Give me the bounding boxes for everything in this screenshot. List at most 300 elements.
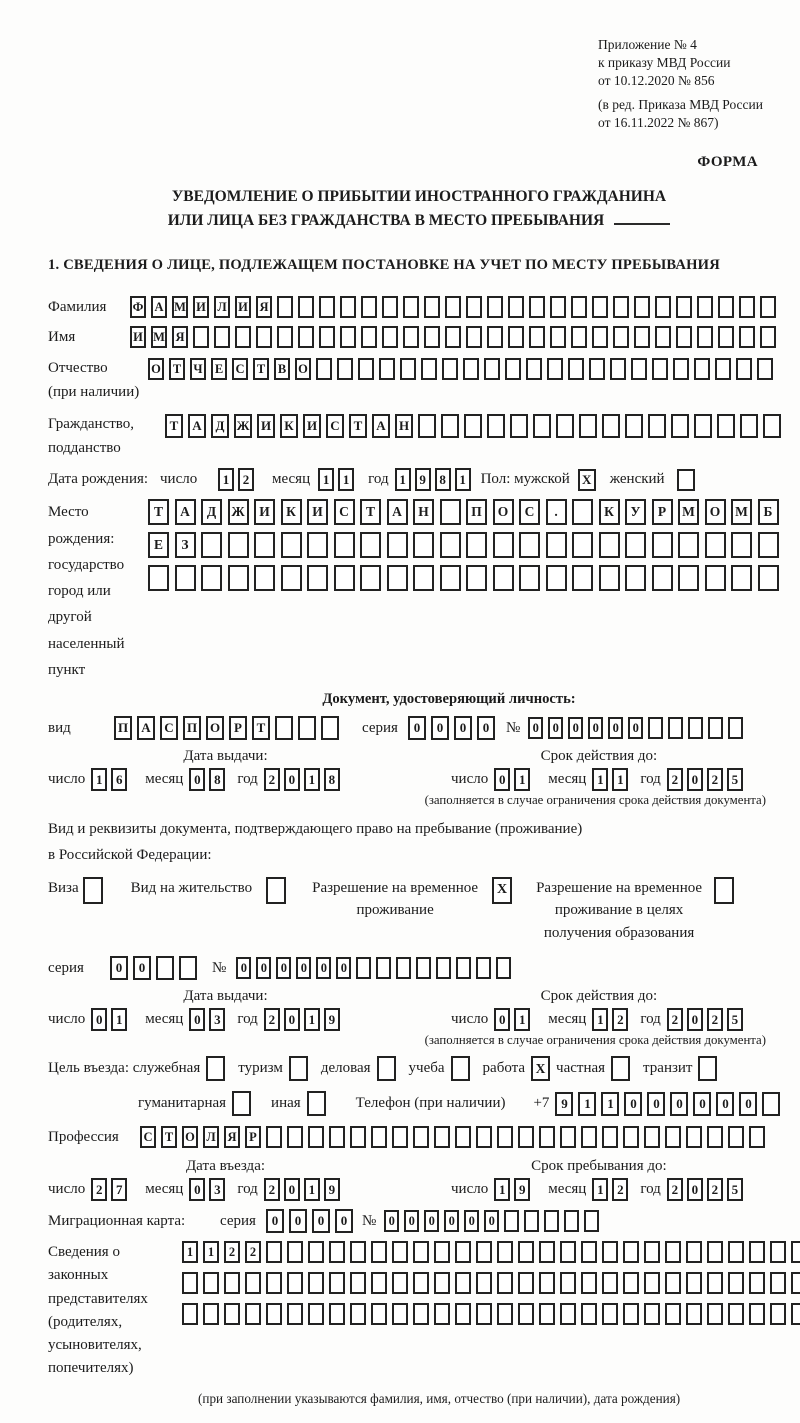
form-cell: 2 <box>707 1178 723 1201</box>
form-cell: 1 <box>218 468 234 491</box>
purpose-study-label: учеба <box>408 1060 445 1077</box>
form-cell <box>686 1126 702 1148</box>
form-cell: У <box>625 499 646 525</box>
form-cell <box>686 1241 702 1263</box>
form-cell <box>392 1241 408 1263</box>
form-cell <box>678 532 699 558</box>
permit-series-cells <box>110 956 202 980</box>
form-cell <box>592 296 608 318</box>
form-cell <box>602 1272 618 1294</box>
section1-heading: 1. СВЕДЕНИЯ О ЛИЦЕ, ПОДЛЕЖАЩЕМ ПОСТАНОВКЕ НА УЧЕТ ПО МЕСТУ ПРЕБЫВАНИЯ <box>48 257 720 274</box>
purpose-private-label: частная <box>556 1060 606 1077</box>
form-cell <box>441 414 459 438</box>
form-cell <box>564 1210 579 1232</box>
form-cell <box>455 1272 471 1294</box>
form-cell: 0 <box>133 956 151 980</box>
form-cell: О <box>206 716 224 740</box>
form-cell: Е <box>211 358 227 380</box>
form-cell: Ж <box>228 499 249 525</box>
permit-expiry-date-block <box>451 988 747 1031</box>
residence-permit-label: Вид на жительство <box>130 879 253 896</box>
form-cell <box>749 1272 765 1294</box>
form-cell <box>228 532 249 558</box>
form-cell: И <box>235 296 251 318</box>
form-cell <box>376 957 391 979</box>
form-cell: 2 <box>245 1241 261 1263</box>
temp-residence-option <box>312 877 512 922</box>
number-label: № <box>212 959 227 976</box>
form-label: ФОРМА <box>697 154 758 171</box>
form-cell <box>718 326 734 348</box>
id-doc-heading: Документ, удостоверяющий личность: <box>322 691 576 708</box>
form-cell <box>518 1126 534 1148</box>
form-cell: 0 <box>266 1209 284 1233</box>
form-cell: 0 <box>189 768 205 791</box>
form-cell: 0 <box>284 768 300 791</box>
form-cell: С <box>519 499 540 525</box>
form-cell <box>539 1126 555 1148</box>
form-cell <box>533 414 551 438</box>
form-cell: 2 <box>264 1178 280 1201</box>
temp-residence-edu-label-line: проживание в целях <box>554 902 684 919</box>
ref-line: к приказу МВД России <box>598 55 731 71</box>
form-cell <box>770 1241 786 1263</box>
representatives-cells-line1 <box>182 1241 800 1263</box>
form-cell <box>707 1126 723 1148</box>
form-cell <box>340 326 356 348</box>
form-cell <box>665 1272 681 1294</box>
form-cell <box>466 532 487 558</box>
form-cell: 0 <box>693 1092 711 1116</box>
sex-male-label: Пол: мужской <box>480 471 570 488</box>
form-cell <box>464 414 482 438</box>
form-title-line2: ИЛИ ЛИЦА БЕЗ ГРАЖДАНСТВА В МЕСТО ПРЕБЫВАНИЯ <box>48 209 790 233</box>
form-cell <box>356 957 371 979</box>
form-cell <box>463 358 479 380</box>
form-cell <box>739 326 755 348</box>
id-expiry-date-block <box>451 748 747 791</box>
temp-residence-edu-label-line: Разрешение на временное <box>536 879 703 896</box>
temp-residence-edu-checkbox <box>714 877 734 904</box>
form-cell: С <box>232 358 248 380</box>
purpose-row-2 <box>138 1091 790 1116</box>
form-cell: А <box>151 296 167 318</box>
year-label: год <box>640 1181 661 1198</box>
form-cell: Ч <box>190 358 206 380</box>
form-cell: 0 <box>189 1178 205 1201</box>
permit-number-cells <box>236 957 516 979</box>
form-cell <box>625 565 646 591</box>
form-cell: 1 <box>395 468 411 491</box>
form-cell <box>547 358 563 380</box>
form-cell <box>382 326 398 348</box>
form-cell: 0 <box>647 1092 665 1116</box>
form-cell <box>308 1126 324 1148</box>
entry-date-line <box>48 1178 403 1201</box>
phone-cells <box>555 1092 785 1116</box>
form-cell <box>510 414 528 438</box>
form-cell: Н <box>413 499 434 525</box>
form-cell <box>731 532 752 558</box>
form-cell: 0 <box>335 1209 353 1233</box>
purpose-other-checkbox <box>307 1091 326 1116</box>
form-cell <box>476 1126 492 1148</box>
form-cell <box>298 326 314 348</box>
form-cell <box>156 956 174 980</box>
form-cell <box>413 565 434 591</box>
year-label: год <box>368 471 389 488</box>
purpose-humanitarian-label: гуманитарная <box>138 1095 227 1112</box>
form-cell: 0 <box>256 957 271 979</box>
form-cell: 0 <box>284 1008 300 1031</box>
form-cell: Ж <box>234 414 252 438</box>
form-cell <box>519 532 540 558</box>
form-cell: 0 <box>477 716 495 740</box>
form-cell <box>625 414 643 438</box>
form-cell <box>539 1303 555 1325</box>
form-cell <box>644 1241 660 1263</box>
migration-number-cells <box>384 1210 604 1232</box>
form-cell: Т <box>148 499 169 525</box>
form-cell <box>708 717 723 739</box>
form-cell: 0 <box>687 1008 703 1031</box>
form-cell <box>610 358 626 380</box>
form-cell: З <box>175 532 196 558</box>
form-cell: И <box>257 414 275 438</box>
form-cell: Л <box>203 1126 219 1148</box>
valid-until-label: Срок действия до: <box>540 748 658 765</box>
form-cell <box>568 358 584 380</box>
id-number-cells <box>528 717 748 739</box>
form-cell <box>434 1272 450 1294</box>
id-series-cells <box>408 716 500 740</box>
form-cell <box>652 358 668 380</box>
form-cell <box>584 1210 599 1232</box>
sex-female-checkbox <box>677 469 695 491</box>
entry-month-cells <box>189 1178 229 1201</box>
form-cell <box>762 1092 780 1116</box>
form-cell <box>613 296 629 318</box>
patronymic-row <box>48 356 790 404</box>
purpose-tourism-label: туризм <box>238 1060 283 1077</box>
form-cell: 2 <box>707 768 723 791</box>
form-cell <box>193 326 209 348</box>
form-cell: 2 <box>667 1178 683 1201</box>
form-cell: 1 <box>203 1241 219 1263</box>
permit-issue-day-cells <box>91 1008 131 1031</box>
form-cell <box>434 1241 450 1263</box>
form-cell <box>697 296 713 318</box>
form-cell <box>505 358 521 380</box>
form-cell: Т <box>252 716 270 740</box>
permit-expiry-day-cells <box>494 1008 534 1031</box>
form-cell <box>546 532 567 558</box>
representatives-label-line: усыновителях, <box>48 1337 142 1354</box>
form-cell: . <box>546 499 567 525</box>
form-cell: Р <box>229 716 247 740</box>
form-cell: 0 <box>628 717 643 739</box>
form-cell <box>602 1126 618 1148</box>
form-cell <box>224 1272 240 1294</box>
representatives-label-line: Сведения о <box>48 1244 120 1261</box>
citizenship-label <box>48 412 165 460</box>
form-cell: 2 <box>667 1008 683 1031</box>
form-cell <box>539 1241 555 1263</box>
form-cell <box>634 326 650 348</box>
permit-doc-line1: Вид и реквизиты документа, подтверждающего право на пребывание (проживание) <box>48 821 583 838</box>
birth-place-cells-line2 <box>148 532 784 558</box>
citizenship-label-line: Гражданство, <box>48 416 135 433</box>
form-cell <box>445 326 461 348</box>
form-cell: 0 <box>568 717 583 739</box>
form-cell: А <box>387 499 408 525</box>
form-title-line1: УВЕДОМЛЕНИЕ О ПРИБЫТИИ ИНОСТРАННОГО ГРАЖДАНИНА <box>171 188 667 206</box>
form-cell: 0 <box>494 1008 510 1031</box>
form-cell <box>678 565 699 591</box>
citizenship-label-line: подданство <box>48 440 121 457</box>
form-cell <box>387 565 408 591</box>
form-cell: 1 <box>514 768 530 791</box>
form-cell: 2 <box>612 1178 628 1201</box>
form-cell <box>201 532 222 558</box>
form-cell: Т <box>161 1126 177 1148</box>
form-cell <box>245 1272 261 1294</box>
form-cell <box>686 1303 702 1325</box>
patronymic-note: (при наличии) <box>48 384 140 401</box>
form-cell <box>319 296 335 318</box>
form-cell <box>731 565 752 591</box>
form-cell <box>416 957 431 979</box>
form-cell <box>466 296 482 318</box>
birth-day-cells <box>218 468 258 491</box>
form-cell: 1 <box>578 1092 596 1116</box>
form-cell <box>476 1303 492 1325</box>
issue-date-label: Дата выдачи: <box>183 988 268 1005</box>
series-label: серия <box>362 719 398 736</box>
form-cell <box>308 1241 324 1263</box>
form-cell <box>413 1303 429 1325</box>
phone-prefix: +7 <box>533 1095 550 1112</box>
form-cell: 9 <box>555 1092 573 1116</box>
series-label: серия <box>48 959 84 976</box>
form-cell <box>602 1303 618 1325</box>
form-cell <box>436 957 451 979</box>
form-cell <box>648 717 663 739</box>
form-cell: 1 <box>494 1178 510 1201</box>
form-cell <box>203 1272 219 1294</box>
form-cell <box>455 1241 471 1263</box>
form-cell: А <box>188 414 206 438</box>
migration-card-label: Миграционная карта: <box>48 1212 186 1229</box>
given-name-label: Имя <box>48 328 76 345</box>
form-cell: 8 <box>324 768 340 791</box>
form-cell <box>287 1241 303 1263</box>
form-cell: О <box>182 1126 198 1148</box>
form-cell: 5 <box>727 1178 743 1201</box>
form-cell: 1 <box>304 1008 320 1031</box>
doc-type-cells <box>114 716 344 740</box>
form-cell: А <box>372 414 390 438</box>
form-cell: Т <box>349 414 367 438</box>
form-cell: И <box>303 414 321 438</box>
month-label: месяц <box>145 771 184 788</box>
form-cell <box>648 414 666 438</box>
given-name-row <box>48 326 790 348</box>
form-cell <box>476 1241 492 1263</box>
form-cell <box>526 358 542 380</box>
day-label: число <box>451 1011 489 1028</box>
id-issue-month-cells <box>189 768 229 791</box>
form-cell: 9 <box>324 1178 340 1201</box>
purpose-row <box>48 1056 790 1081</box>
form-cell: 0 <box>739 1092 757 1116</box>
form-cell <box>442 358 458 380</box>
form-cell: 0 <box>424 1210 439 1232</box>
form-cell <box>519 565 540 591</box>
month-label: месяц <box>548 771 587 788</box>
form-cell: Т <box>253 358 269 380</box>
form-cell <box>572 565 593 591</box>
form-cell <box>791 1241 800 1263</box>
form-cell <box>316 358 332 380</box>
representatives-note: (при заполнении указываются фамилия, имя, отчество (при наличии), дата рождения) <box>198 1390 681 1406</box>
form-cell <box>631 358 647 380</box>
form-cell <box>340 296 356 318</box>
form-cell <box>182 1303 198 1325</box>
form-cell <box>379 358 395 380</box>
form-cell: 0 <box>494 768 510 791</box>
permit-series-row <box>48 956 790 980</box>
temp-residence-edu-label <box>536 877 702 945</box>
form-cell <box>602 1241 618 1263</box>
form-cell: К <box>281 499 302 525</box>
form-cell <box>360 565 381 591</box>
form-cell <box>440 499 461 525</box>
representatives-label-line: попечителях) <box>48 1360 134 1377</box>
form-cell <box>329 1241 345 1263</box>
entry-date-label: Дата въезда: <box>185 1158 266 1175</box>
form-cell <box>665 1241 681 1263</box>
form-cell: М <box>731 499 752 525</box>
form-cell: 1 <box>601 1092 619 1116</box>
form-cell <box>571 326 587 348</box>
form-cell <box>572 499 593 525</box>
permit-doc-line2: в Российской Федерации: <box>48 847 212 864</box>
form-cell: В <box>274 358 290 380</box>
form-cell <box>175 565 196 591</box>
form-cell <box>581 1241 597 1263</box>
form-cell: 0 <box>236 957 251 979</box>
form-cell: 0 <box>384 1210 399 1232</box>
issue-date-label: Дата выдачи: <box>183 748 268 765</box>
form-cell <box>634 296 650 318</box>
form-cell <box>625 532 646 558</box>
form-cell <box>705 565 726 591</box>
entry-dates <box>48 1158 790 1201</box>
form-cell: 1 <box>91 768 107 791</box>
form-cell: 0 <box>687 1178 703 1201</box>
form-cell: 0 <box>284 1178 300 1201</box>
form-cell <box>599 532 620 558</box>
form-cell <box>497 1126 513 1148</box>
form-cell: 2 <box>707 1008 723 1031</box>
form-cell <box>456 957 471 979</box>
form-cell <box>298 296 314 318</box>
form-cell: Я <box>224 1126 240 1148</box>
form-cell: Ф <box>130 296 146 318</box>
form-cell <box>791 1303 800 1325</box>
form-cell <box>487 296 503 318</box>
form-cell <box>371 1241 387 1263</box>
form-cell: 1 <box>592 768 608 791</box>
surname-label: Фамилия <box>48 298 107 315</box>
form-cell <box>424 326 440 348</box>
birth-month-cells <box>318 468 358 491</box>
profession-label: Профессия <box>48 1128 119 1145</box>
migration-series-cells <box>266 1209 358 1233</box>
form-cell <box>763 414 781 438</box>
representatives-label <box>48 1241 182 1381</box>
form-cell <box>434 1126 450 1148</box>
form-cell: С <box>140 1126 156 1148</box>
year-label: год <box>640 1011 661 1028</box>
form-cell <box>308 1272 324 1294</box>
permit-expiry-date-line <box>451 1008 747 1031</box>
day-label: число <box>48 1011 86 1028</box>
form-cell: 0 <box>670 1092 688 1116</box>
form-cell <box>287 1272 303 1294</box>
birth-date-row <box>48 468 790 491</box>
form-cell <box>757 358 773 380</box>
form-cell <box>392 1272 408 1294</box>
form-cell: Д <box>201 499 222 525</box>
form-cell: 1 <box>111 1008 127 1031</box>
restriction-note: (заполняется в случае ограничения срока действия документа) <box>424 1033 766 1048</box>
form-cell <box>736 358 752 380</box>
form-cell <box>440 532 461 558</box>
form-cell: 0 <box>110 956 128 980</box>
form-cell <box>508 296 524 318</box>
form-cell <box>529 296 545 318</box>
stay-year-cells <box>667 1178 747 1201</box>
permit-expiry-year-cells <box>667 1008 747 1031</box>
form-cell: 0 <box>687 768 703 791</box>
form-cell <box>673 358 689 380</box>
form-cell: И <box>130 326 146 348</box>
series-label: серия <box>220 1212 256 1229</box>
form-cell <box>579 414 597 438</box>
form-cell <box>403 326 419 348</box>
form-cell: 0 <box>431 716 449 740</box>
form-cell <box>599 565 620 591</box>
legal-reference <box>598 36 790 132</box>
form-cell: А <box>175 499 196 525</box>
form-cell: И <box>254 499 275 525</box>
form-cell <box>740 414 758 438</box>
form-cell <box>589 358 605 380</box>
form-cell <box>655 326 671 348</box>
form-cell: 1 <box>514 1008 530 1031</box>
form-cell <box>581 1303 597 1325</box>
entry-year-cells <box>264 1178 344 1201</box>
form-cell <box>281 532 302 558</box>
temp-residence-edu-label-line: получения образования <box>543 924 695 941</box>
id-expiry-month-cells <box>592 768 632 791</box>
form-cell <box>760 296 776 318</box>
form-cell <box>668 717 683 739</box>
entry-date-block <box>48 1158 403 1201</box>
form-cell <box>496 957 511 979</box>
